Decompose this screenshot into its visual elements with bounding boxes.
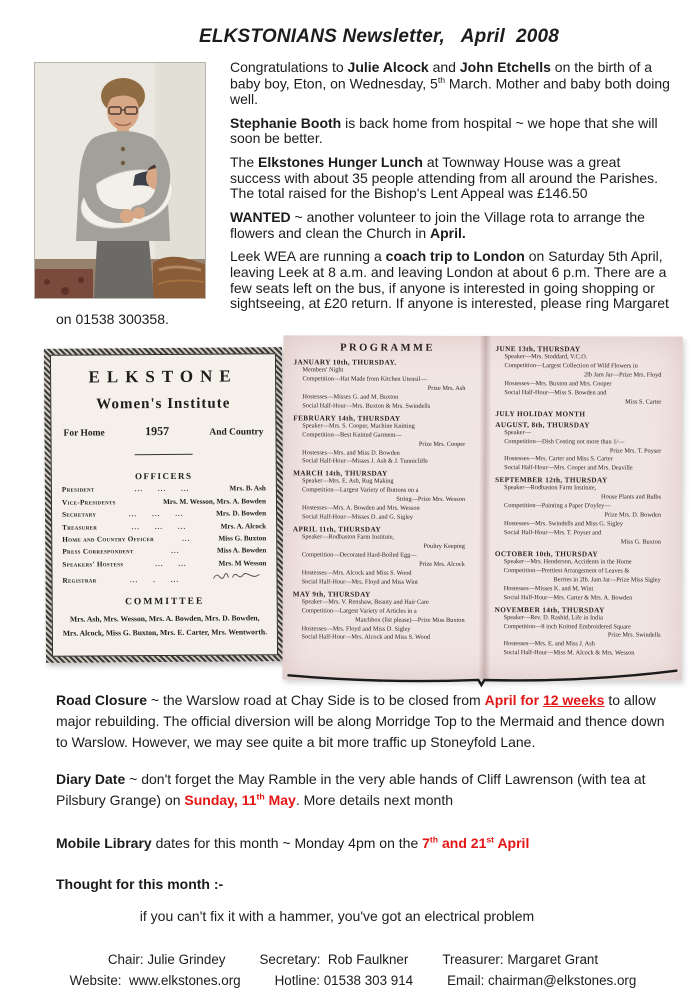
photo-illustration — [35, 63, 206, 299]
mobile-library-notice — [56, 833, 674, 854]
programme-line: Hostesses—Mrs. and Miss D. Bowden — [293, 449, 481, 459]
officer-dots: ... — [154, 534, 218, 542]
text-segment: . More details next month — [296, 792, 453, 808]
text-segment: th — [438, 75, 445, 85]
text-segment: th — [430, 834, 438, 844]
programme-line: Prize Mrs. D. Bowden — [495, 511, 677, 521]
cover-divider — [135, 454, 193, 455]
registrar-handwriting — [212, 571, 266, 583]
programme-line: Social Half-Hour—Mrs. Buxton & Mrs. Swindells — [293, 402, 481, 412]
programme-column-right — [494, 342, 677, 662]
officer-role: Secretary — [62, 510, 96, 518]
text-segment: ~ the Warslow road at Chay Side is to be closed from — [147, 692, 485, 708]
programme-month — [495, 476, 677, 547]
officer-role: President — [62, 486, 95, 494]
officers-list — [61, 484, 268, 584]
committee-members: Mrs. Ash, Mrs. Wesson, Mrs. A. Bowden, Mrs. D. Bowden, Mrs. Alcock, Miss G. Buxton, Mrs. E. Carter, Mrs. Wentworth. — [62, 611, 268, 641]
text-segment: and 21 — [438, 835, 486, 851]
programme-month-title: AUGUST, 8th, THURSDAY — [495, 420, 677, 429]
motto-left: For Home — [63, 428, 104, 438]
programme-line: Berries in 2lb. Jam Jar—Prize Miss Sigley — [495, 576, 677, 586]
officer-row — [61, 509, 267, 518]
text-segment: Diary Date — [56, 771, 125, 787]
officer-name: Mrs. D. Bowden — [216, 509, 266, 517]
officer-role: Vice-Presidents — [62, 498, 116, 506]
programme-month-title: JANUARY 10th, THURSDAY. — [293, 358, 481, 367]
programme-line: Social Half-Hour—Mrs. Floyd and Miss Wint — [293, 578, 481, 588]
officer-dots: ... . ... — [97, 576, 213, 585]
text-segment: dates for this month ~ Monday 4pm on the — [152, 835, 422, 851]
programme-line: Members' Night — [293, 366, 481, 376]
page-title: ELKSTONIANS Newsletter, April 2008 — [58, 0, 700, 48]
programme-line: Competition—Prettiest Arrangement of Leaves & — [495, 567, 677, 577]
wi-cover-motto — [60, 423, 266, 439]
programme-line: Hostesses—Mrs. A. Bowden and Mrs. Wesson — [293, 504, 481, 514]
diary-date-notice — [56, 769, 674, 811]
text-segment: th — [257, 791, 265, 801]
booklet-bottom-edge — [282, 661, 681, 688]
programme-line: Social Half-Hour—Mrs. T. Poyser and — [495, 529, 677, 539]
road-closure-notice — [56, 690, 674, 753]
text-segment: March. Mother and baby both doing well. — [230, 75, 670, 107]
programme-line: Social Half-Hour—Mrs. Alcock and Miss S. Wood — [293, 634, 481, 644]
text-segment: Leek WEA are running a — [230, 248, 386, 264]
officer-name: Mrs. B. Ash — [230, 484, 266, 492]
programme-line: Competition—Dish Costing not more than 1/— — [495, 437, 677, 447]
text-segment: Congratulations to — [230, 59, 348, 75]
thought-quote: if you can't fix it with a hammer, you've got an electrical problem — [28, 906, 646, 927]
programme-month — [293, 525, 481, 587]
footer-email: Email: chairman@elkstones.org — [447, 970, 636, 991]
programme-line: Hostesses—Mrs. Floyd and Miss D. Sigley — [293, 625, 481, 635]
programme-line: Social Half-Hour—Mrs. Cooper and Mrs. Deaville — [495, 464, 677, 474]
programme-line: Competition—Painting a Paper D'oyley— — [495, 502, 677, 512]
programme-line: Hostesses—Misses G. and M. Buxton — [293, 393, 481, 403]
programme-month — [293, 358, 481, 411]
programme-line: Poultry Keeping — [293, 542, 481, 552]
programme-line: Social Half-Hour—Miss M. Alcock & Mrs. Wesson — [494, 649, 676, 659]
programme-line: Social Half-Hour—Misses J. Ash & J. Tunnicliffe — [293, 458, 481, 468]
footer-treasurer: Treasurer: Margaret Grant — [442, 949, 598, 970]
programme-month-title: OCTOBER 10th, THURSDAY — [495, 550, 677, 559]
footer-chair: Chair: Julie Grindey — [108, 949, 226, 970]
programme-line: Hostesses—Misses K. and M. Wint — [495, 584, 677, 594]
programme-line: Miss G. Buxton — [495, 538, 677, 548]
footer-line-officials — [44, 949, 662, 970]
programme-line: Competition—Best Knitted Garment— — [293, 431, 481, 441]
programme-line: Prize Mrs. Alcock — [293, 560, 481, 570]
programme-month — [495, 420, 677, 473]
officer-dots: ... ... ... — [95, 485, 230, 494]
programme-line: Speaker—Mrs. V. Renshaw, Beauty and Hair Care — [293, 598, 481, 608]
officer-name: Miss A. Bowden — [217, 546, 266, 554]
text-segment: Elkstones Hunger Lunch — [258, 154, 423, 170]
text-segment: on the birth of a baby boy, Eton, on Wednesday, 5 — [230, 59, 652, 91]
officer-role: Press Correspondent — [62, 547, 133, 555]
footer-secretary: Secretary: Rob Faulkner — [259, 949, 408, 970]
officer-role: Registrar — [62, 576, 96, 584]
motto-right: And Country — [209, 427, 263, 437]
intro-section — [56, 60, 674, 328]
text-segment: 12 weeks — [543, 692, 605, 708]
text-segment: April. — [430, 225, 466, 241]
text-segment: John Etchells — [460, 59, 551, 75]
officer-row — [61, 522, 267, 531]
programme-month-title: MARCH 14th, THURSDAY — [293, 469, 481, 478]
motto-year: 1957 — [145, 424, 169, 439]
text-segment: Thought for this month :- — [56, 876, 223, 892]
programme-line: Speaker—Rev. D. Rashid, Life in India — [495, 613, 677, 623]
programme-month-title: NOVEMBER 14th, THURSDAY — [495, 605, 677, 614]
officer-role: Home and Country Officer — [62, 535, 154, 544]
programme-line: Social Half-Hour—Mrs. Carter & Mrs. A. Bowden — [495, 593, 677, 603]
programme-month — [495, 409, 677, 418]
programme-line: Hostesses—Mrs. Alcock and Miss S. Wood — [293, 569, 481, 579]
wi-cover-title: ELKSTONE — [60, 366, 266, 387]
programme-line: Speaker— — [495, 428, 677, 438]
programme-month-title: JUNE 13th, THURSDAY — [496, 345, 678, 354]
text-segment: Stephanie Booth — [230, 115, 341, 131]
footer — [56, 949, 674, 992]
footer-website: Website: www.elkstones.org — [70, 970, 241, 991]
committee-heading: COMMITTEE — [62, 596, 268, 607]
text-segment: to allow major rebuilding. The official diversion will be along Morridge Top to the Mermaid and thence down to Warslow. However, we may see quite a bit more traffic up Stoneyfold Lane. — [56, 692, 665, 750]
text-segment: at Townway House was a great success with about 35 people attending from all around the Parishes. The total raised for the Bishop's Lent Appeal was £146.50 — [230, 154, 658, 201]
notices-section — [56, 690, 674, 992]
officer-row — [61, 546, 267, 555]
text-segment: is back home from hospital ~ we hope that she will soon be better. — [230, 115, 658, 147]
officer-row — [61, 534, 267, 543]
text-segment: Road Closure — [56, 692, 147, 708]
programme-month — [494, 605, 676, 658]
programme-line: 2lb Jam Jar—Prize Mrs. Floyd — [495, 371, 677, 381]
programme-line: Prize Mrs. Ash — [293, 384, 481, 394]
officer-dots: ... ... — [123, 559, 218, 568]
programme-month — [495, 550, 677, 603]
text-segment: and — [429, 59, 460, 75]
programme-line: Speaker—Mrs. Stoddard, V.C.O. — [496, 353, 678, 363]
programme-months-jun-nov — [494, 345, 677, 659]
programme-line: Competition—Decorated Hard-Boiled Egg— — [293, 551, 481, 561]
text-segment: April — [494, 835, 529, 851]
thought-heading — [56, 874, 674, 895]
text-segment: Mobile Library — [56, 835, 152, 851]
programme-line: Competition—Hat Made from Kitchen Utensil— — [293, 375, 481, 385]
programme-line: Social Half-Hour—Misses D. and G. Sigley — [293, 513, 481, 523]
programme-line: Competition—Largest Variety of Articles in a — [293, 607, 481, 617]
mother-and-baby-photo — [34, 62, 206, 299]
officer-dots: ... ... ... — [96, 510, 216, 519]
text-segment: The — [230, 154, 258, 170]
officer-name: Mrs. A. Alcock — [221, 522, 267, 530]
programme-line: Matchbox (list please)—Prize Miss Buxton — [293, 616, 481, 626]
wi-programme-scan — [0, 336, 700, 686]
officers-heading: OFFICERS — [61, 470, 267, 481]
text-segment: st — [486, 834, 494, 844]
officer-row — [61, 571, 267, 584]
officer-row — [61, 559, 267, 568]
programme-month — [495, 345, 677, 407]
wi-cover-inner — [50, 353, 278, 657]
text-segment: on Saturday 5th April, leaving Leek at 8 a.m. and leaving London at about 6 p.m. There are a few seats left on the bus, if anyone is interested in going shopping or sightseeing, at £20 return. If anyone is interested, please ring Margaret on 01538 300358. — [56, 248, 669, 327]
officer-row — [61, 484, 267, 493]
programme-column-left — [293, 341, 482, 646]
wi-cover — [44, 347, 284, 663]
programme-line: Speaker—Rodbaston Farm Institute, — [495, 484, 677, 494]
officer-name: Mrs. M. Wesson, Mrs. A. Bowden — [163, 497, 266, 506]
officer-dots: ... — [134, 547, 217, 556]
programme-line: Social Half-Hour—Miss S. Bowden and — [495, 389, 677, 399]
programme-line: Hostesses—Mrs. Carter and Miss S. Carter — [495, 455, 677, 465]
text-segment: Sunday, 11 — [184, 792, 256, 808]
programme-month — [293, 414, 481, 467]
programme-line: Hostesses—Mrs. Buxton and Mrs. Cooper — [495, 380, 677, 390]
programme-line: Speaker—Rodbaston Farm Institute, — [293, 533, 481, 543]
programme-line: Competition—Largest Collection of Wild Flowers in — [495, 362, 677, 372]
text-segment: Julie Alcock — [348, 59, 429, 75]
programme-heading: PROGRAMME — [294, 342, 482, 354]
text-segment: ~ another volunteer to join the Village rota to arrange the flowers and clean the Church in — [230, 209, 645, 241]
programme-month-title: SEPTEMBER 12th, THURSDAY — [495, 476, 677, 485]
programme-line: Prize Mrs. Cooper — [293, 440, 481, 450]
programme-line: Prize Mrs. Swindells — [495, 631, 677, 641]
programme-month-title: FEBRUARY 14th, THURSDAY — [293, 414, 481, 423]
officer-name: Miss G. Buxton — [218, 534, 266, 542]
programme-line: Competition—Largest Variety of Buttons on a — [293, 486, 481, 496]
programme-line: Miss S. Carter — [495, 397, 677, 407]
programme-month — [293, 590, 481, 643]
programme-line: String—Prize Mrs. Wesson — [293, 495, 481, 505]
programme-line: Competition—8 inch Knitted Embroidered Square — [495, 622, 677, 632]
programme-month — [293, 469, 481, 522]
officer-row — [61, 497, 267, 506]
officer-dots: ... ... ... — [97, 522, 221, 531]
text-segment: WANTED — [230, 209, 291, 225]
programme-line: House Plants and Bulbs — [495, 493, 677, 503]
text-segment: 7 — [422, 835, 430, 851]
programme-month-title: MAY 9th, THURSDAY — [293, 590, 481, 599]
programme-months-jan-may — [293, 358, 482, 643]
text-segment: April for — [485, 692, 543, 708]
programme-line: Hostesses—Mrs. Swindells and Miss G. Sigley — [495, 520, 677, 530]
text-segment: coach trip to London — [386, 248, 525, 264]
footer-hotline: Hotline: 01538 303 914 — [275, 970, 413, 991]
programme-line: Hostesses—Mrs. E. and Miss J. Ash — [495, 640, 677, 650]
text-segment: ~ don't forget the May Ramble in the very able hands of Cliff Lawrenson (with tea at Pilsbury Grange) on — [56, 771, 646, 808]
officer-role: Speakers' Hostess — [62, 560, 123, 568]
wi-programme-spread — [282, 335, 682, 680]
programme-month-title: JULY HOLIDAY MONTH — [495, 409, 677, 418]
programme-line: Speaker—Mrs. S. Cooper, Machine Knitting — [293, 422, 481, 432]
text-segment: May — [265, 792, 296, 808]
officer-role: Treasurer — [62, 523, 97, 531]
programme-line: Prize Mrs. T. Poyser — [495, 446, 677, 456]
programme-month-title: APRIL 11th, THURSDAY — [293, 525, 481, 534]
programme-line: Speaker—Mrs. Henderson, Accidents in the Home — [495, 558, 677, 568]
officer-name: Mrs. M Wesson — [218, 559, 266, 567]
wi-cover-subtitle: Women's Institute — [60, 395, 266, 413]
programme-line: Speaker—Mrs. E. Ash, Rug Making — [293, 477, 481, 487]
